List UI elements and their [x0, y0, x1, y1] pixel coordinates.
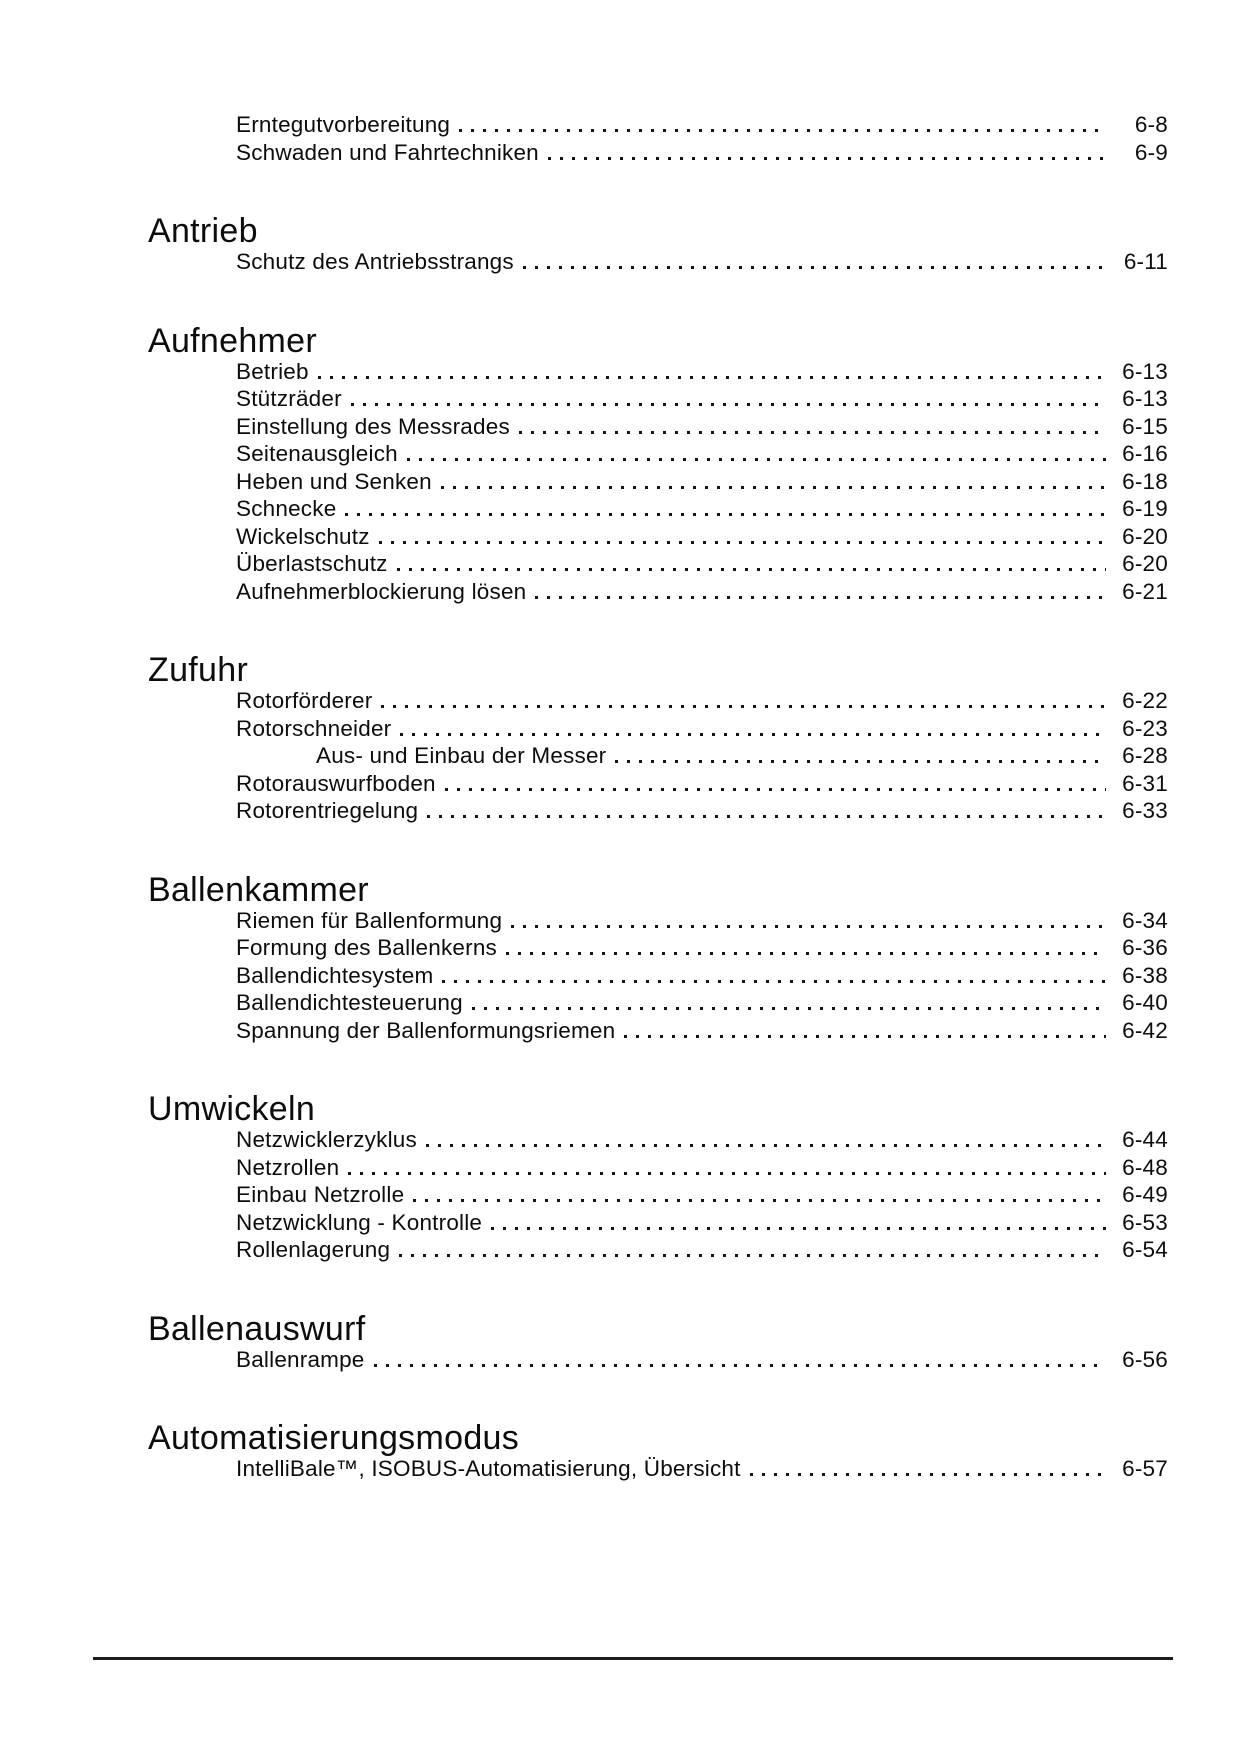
dot-leader [491, 1227, 1106, 1230]
toc-entry-page: 6-20 [1122, 551, 1168, 576]
section-entries [148, 1347, 1168, 1375]
toc-section [148, 213, 1168, 277]
dot-leader [407, 458, 1106, 461]
toc-entry-label: Schnecke [236, 496, 337, 521]
section-heading: Zufuhr [148, 651, 249, 689]
toc-entry [148, 935, 1168, 963]
toc-entry-page: 6-33 [1122, 798, 1168, 823]
dot-leader [511, 925, 1106, 928]
toc-section [148, 652, 1168, 826]
toc-entry [148, 1182, 1168, 1210]
section-heading: Antrieb [148, 212, 258, 250]
toc-entry [148, 579, 1168, 607]
toc-entry [148, 1237, 1168, 1265]
toc-entry [148, 414, 1168, 442]
toc-entry [148, 140, 1168, 168]
toc-entry [148, 771, 1168, 799]
section-entries [148, 249, 1168, 277]
toc-entry-label: Schutz des Antriebsstrangs [236, 249, 514, 274]
toc-entry-label: Seitenausgleich [236, 441, 398, 466]
toc-entry-page: 6-16 [1122, 441, 1168, 466]
dot-leader [535, 596, 1106, 599]
section-heading: Aufnehmer [148, 321, 318, 360]
toc-entry [148, 441, 1168, 469]
toc-entry-page: 6-15 [1122, 413, 1168, 439]
toc-entry-label: Einstellung des Messrades [236, 413, 510, 439]
toc-entry-page: 6-34 [1122, 907, 1168, 933]
toc-entry-label: IntelliBale™, ISOBUS-Automatisierung, Übersicht [236, 1456, 741, 1481]
dot-leader [379, 541, 1106, 544]
toc-entry-page: 6-53 [1122, 1209, 1168, 1235]
toc-entry-page: 6-54 [1122, 1237, 1168, 1262]
toc-entry-page: 6-9 [1134, 139, 1168, 165]
section-entries [148, 1456, 1168, 1484]
toc-entry-label: Ballendichtesteuerung [236, 990, 463, 1015]
toc-entry-page: 6-28 [1122, 743, 1168, 768]
toc-entry-label: Netzwicklerzyklus [236, 1127, 417, 1152]
toc-entry-page: 6-22 [1122, 688, 1168, 713]
dot-leader [445, 788, 1106, 791]
section-entries [148, 908, 1168, 1046]
toc-entry-label: Erntegutvorbereitung [236, 112, 451, 137]
dot-leader [441, 486, 1106, 489]
toc-entry-label: Ballendichtesystem [236, 962, 434, 988]
dot-leader [381, 705, 1106, 708]
toc-entry-page: 6-13 [1122, 358, 1168, 384]
toc-entry [148, 716, 1168, 744]
toc-entry [148, 963, 1168, 991]
toc-entry-page: 6-8 [1134, 112, 1168, 137]
toc-entry [148, 743, 1168, 771]
section-heading: Ballenauswurf [148, 1309, 366, 1348]
dot-leader [399, 1254, 1106, 1257]
section-heading: Ballenkammer [148, 870, 369, 909]
toc-entry-page: 6-40 [1122, 990, 1168, 1015]
toc-entry-label: Rotorschneider [236, 715, 392, 741]
toc-entry [148, 249, 1168, 277]
toc-entry [148, 496, 1168, 524]
toc-entry-label: Aufnehmerblockierung lösen [236, 578, 527, 604]
toc-entry [148, 908, 1168, 936]
dot-leader [750, 1473, 1106, 1476]
toc-entry-label: Riemen für Ballenformung [236, 907, 503, 933]
toc-entry-label: Überlastschutz [236, 551, 388, 576]
toc-entry-page: 6-11 [1123, 249, 1168, 274]
toc-entry-label: Rotorförderer [236, 688, 373, 713]
toc-entry-label: Einbau Netzrolle [236, 1182, 405, 1207]
toc-entry-page: 6-23 [1122, 715, 1168, 741]
toc-section [148, 1091, 1168, 1265]
footer-rule [93, 1657, 1173, 1660]
dot-leader [519, 431, 1106, 434]
toc-entry-page: 6-48 [1122, 1154, 1168, 1180]
toc-entry-page: 6-31 [1122, 770, 1168, 796]
section-entries [148, 112, 1168, 167]
section-entries [148, 359, 1168, 607]
dot-leader [413, 1199, 1106, 1202]
toc-entry-label: Rotorentriegelung [236, 798, 419, 823]
toc-entry [148, 551, 1168, 579]
toc-entry-page: 6-38 [1122, 962, 1168, 988]
toc-entry [148, 1210, 1168, 1238]
toc-entry-page: 6-20 [1122, 523, 1168, 549]
toc-entry-page: 6-44 [1122, 1127, 1168, 1152]
toc-entry [148, 688, 1168, 716]
toc-entry-label: Betrieb [236, 358, 309, 384]
section-heading: Umwickeln [148, 1090, 316, 1128]
toc-entry [148, 1456, 1168, 1484]
toc-entry [148, 469, 1168, 497]
toc-section [148, 1420, 1168, 1484]
toc-entry-label: Wickelschutz [236, 523, 370, 549]
toc-section [148, 323, 1168, 607]
dot-leader [472, 1007, 1106, 1010]
dot-leader [400, 733, 1106, 736]
toc-entry-label: Rotorauswurfboden [236, 770, 436, 796]
toc-entry [148, 990, 1168, 1018]
toc-entry-page: 6-57 [1122, 1456, 1168, 1481]
dot-leader [624, 1035, 1106, 1038]
toc-entry-label: Stützräder [236, 386, 342, 411]
toc-entry [148, 1127, 1168, 1155]
toc-entry [148, 112, 1168, 140]
toc-entry [148, 798, 1168, 826]
dot-leader [427, 815, 1106, 818]
section-entries [148, 1127, 1168, 1265]
toc-entry-label: Netzwicklung - Kontrolle [236, 1209, 483, 1235]
dot-leader [442, 980, 1106, 983]
toc-section [148, 112, 1168, 167]
dot-leader [459, 129, 1106, 132]
section-entries [148, 688, 1168, 826]
dot-leader [397, 568, 1106, 571]
toc-entry-page: 6-36 [1122, 935, 1168, 960]
dot-leader [506, 952, 1106, 955]
dot-leader [345, 513, 1106, 516]
dot-leader [426, 1144, 1106, 1147]
toc-content [148, 112, 1168, 1484]
toc-entry [148, 386, 1168, 414]
dot-leader [615, 760, 1106, 763]
toc-entry-label: Netzrollen [236, 1154, 340, 1180]
toc-entry-label: Schwaden und Fahrtechniken [236, 139, 539, 165]
toc-entry-page: 6-42 [1122, 1017, 1168, 1043]
dot-leader [523, 266, 1106, 269]
section-heading: Automatisierungsmodus [148, 1419, 520, 1457]
toc-entry-label: Ballenrampe [236, 1346, 365, 1372]
toc-entry-page: 6-49 [1122, 1182, 1168, 1207]
toc-entry-page: 6-19 [1122, 496, 1168, 521]
dot-leader [351, 403, 1106, 406]
toc-section [148, 1311, 1168, 1375]
toc-entry-label: Spannung der Ballenformungsriemen [236, 1017, 616, 1043]
dot-leader [548, 157, 1106, 160]
toc-entry-label: Heben und Senken [236, 468, 432, 494]
toc-entry [148, 1155, 1168, 1183]
toc-entry [148, 524, 1168, 552]
toc-entry [148, 1347, 1168, 1375]
toc-entry [148, 1018, 1168, 1046]
dot-leader [318, 376, 1106, 379]
toc-entry-label: Rollenlagerung [236, 1237, 391, 1262]
toc-entry-label: Formung des Ballenkerns [236, 935, 497, 960]
dot-leader [348, 1172, 1106, 1175]
toc-entry-page: 6-18 [1122, 468, 1168, 494]
toc-section [148, 872, 1168, 1046]
toc-entry-page: 6-21 [1122, 578, 1168, 604]
toc-entry [148, 359, 1168, 387]
dot-leader [374, 1364, 1106, 1367]
toc-entry-label: Aus- und Einbau der Messer [316, 743, 607, 768]
toc-entry-page: 6-56 [1122, 1346, 1168, 1372]
toc-entry-page: 6-13 [1122, 386, 1168, 411]
